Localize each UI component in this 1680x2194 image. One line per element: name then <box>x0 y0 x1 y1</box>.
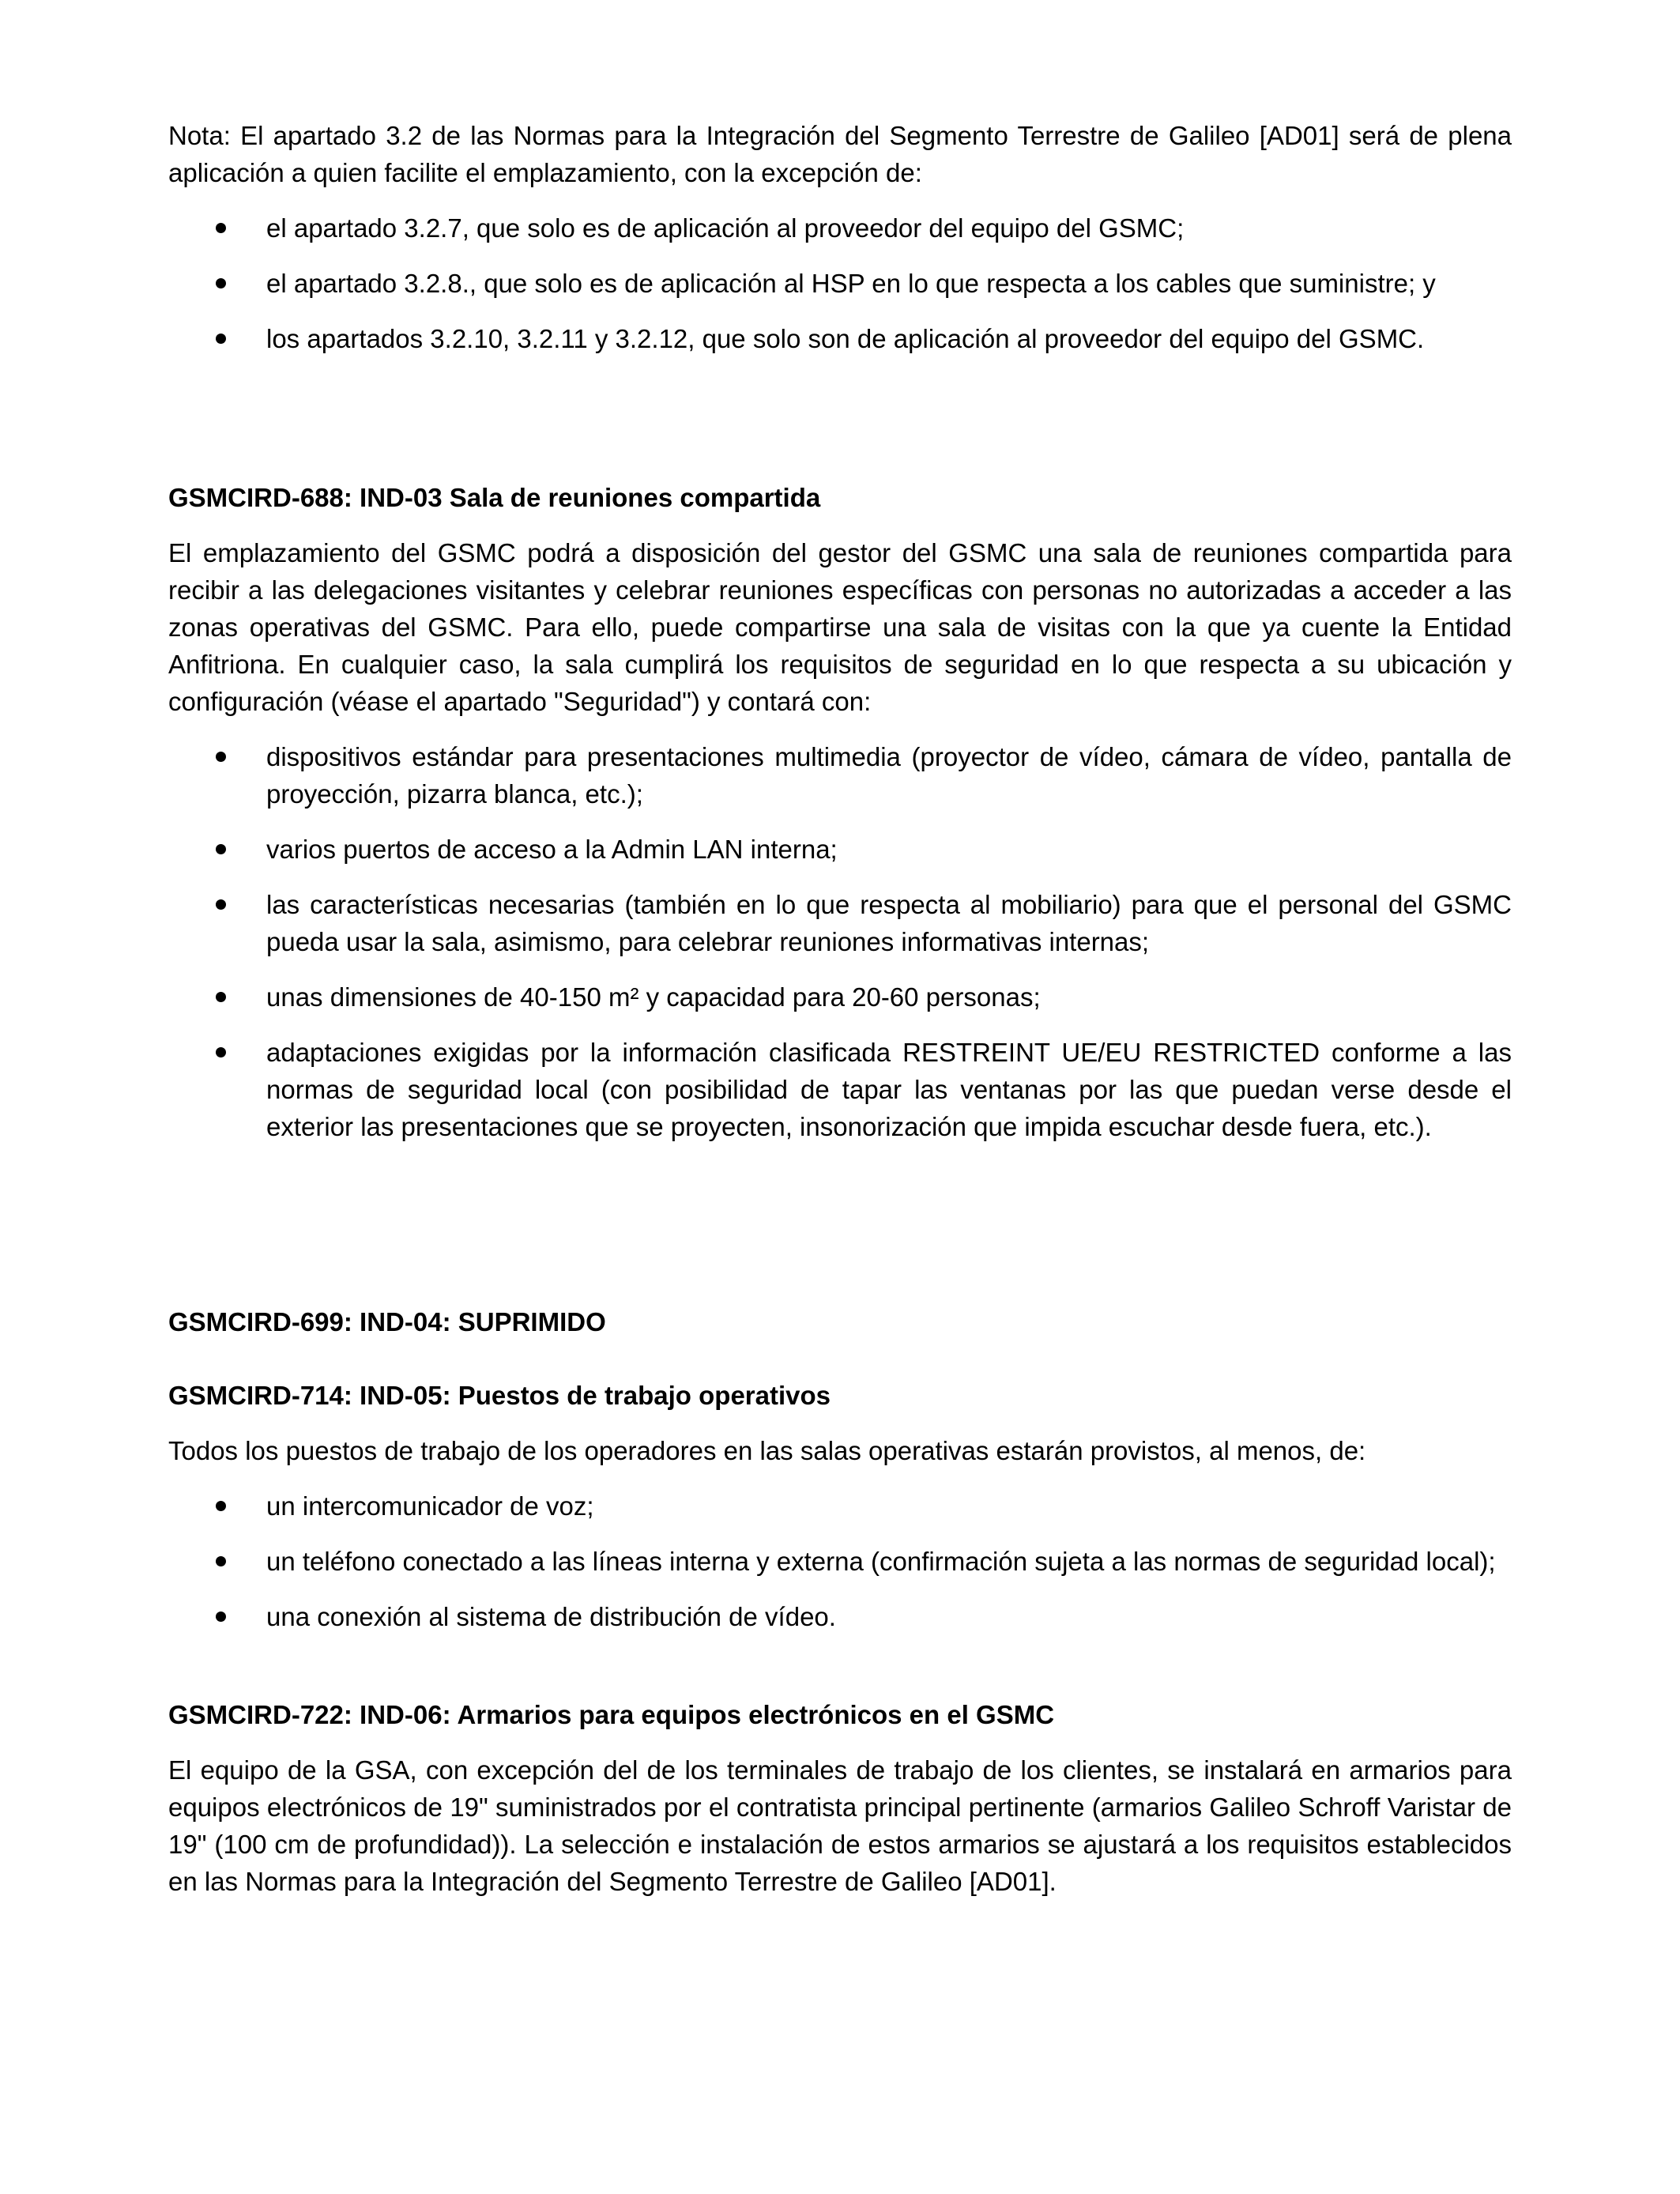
bullet-icon <box>216 334 226 344</box>
list-item: dispositivos estándar para presentaciones multimedia (proyector de vídeo, cámara de vídeo, pantalla de proyección, pizarra blanca, etc.); <box>168 738 1512 812</box>
bullet-icon <box>216 899 226 910</box>
bullet-icon <box>216 278 226 288</box>
list-item: una conexión al sistema de distribución de vídeo. <box>168 1598 1512 1635</box>
bullet-icon <box>216 1501 226 1511</box>
bullet-icon <box>216 1047 226 1057</box>
bullet-icon <box>216 1556 226 1566</box>
document-page <box>168 117 1512 1900</box>
list-item: el apartado 3.2.7, que solo es de aplicación al proveedor del equipo del GSMC; <box>168 209 1512 247</box>
ind05-paragraph: Todos los puestos de trabajo de los operadores en las salas operativas estarán provistos, al menos, de: <box>168 1436 1366 1465</box>
bullet-icon <box>216 844 226 854</box>
bullet-icon <box>216 223 226 233</box>
list-item: un teléfono conectado a las líneas interna y externa (confirmación sujeta a las normas de seguridad local); <box>168 1543 1512 1580</box>
section-heading-ind05: GSMCIRD-714: IND-05: Puestos de trabajo operativos <box>168 1381 831 1410</box>
ind06-paragraph: El equipo de la GSA, con excepción del de los terminales de trabajo de los clientes, se instalará en armarios para equipos electrónicos de 19" suministrados por el contratista principal pertinente (armarios Galileo Schroff Varistar de 19" (100 cm de profundidad)). La selección e instalación de estos armarios se ajustará a los requisitos establecidos en las Normas para la Integración del Segmento Terrestre de Galileo [AD01]. <box>168 1755 1512 1896</box>
ind03-paragraph: El emplazamiento del GSMC podrá a disposición del gestor del GSMC una sala de reuniones compartida para recibir a las delegaciones visitantes y celebrar reuniones específicas con personas no autorizadas a acceder a las zonas operativas del GSMC. Para ello, puede compartirse una sala de visitas con la que ya cuente la Entidad Anfitriona. En cualquier caso, la sala cumplirá los requisitos de seguridad en lo que respecta a su ubicación y configuración (véase el apartado "Seguridad") y contará con: <box>168 538 1512 716</box>
list-item: adaptaciones exigidas por la información clasificada RESTREINT UE/EU RESTRICTED conforme a las normas de seguridad local (con posibilidad de tapar las ventanas por las que puedan verse desde el exterior las presentaciones que se proyecten, insonorización que impida escuchar desde fuera, etc.). <box>168 1034 1512 1145</box>
note-exceptions-list <box>168 209 1512 357</box>
ind03-list <box>168 738 1512 1145</box>
section-heading-ind06: GSMCIRD-722: IND-06: Armarios para equipos electrónicos en el GSMC <box>168 1700 1055 1729</box>
list-item: un intercomunicador de voz; <box>168 1487 1512 1525</box>
bullet-icon <box>216 752 226 762</box>
bullet-icon <box>216 1612 226 1622</box>
section-heading-ind03: GSMCIRD-688: IND-03 Sala de reuniones compartida <box>168 483 821 512</box>
list-item: los apartados 3.2.10, 3.2.11 y 3.2.12, que solo son de aplicación al proveedor del equipo del GSMC. <box>168 320 1512 357</box>
list-item: las características necesarias (también en lo que respecta al mobiliario) para que el personal del GSMC pueda usar la sala, asimismo, para celebrar reuniones informativas internas; <box>168 886 1512 960</box>
list-item: el apartado 3.2.8., que solo es de aplicación al HSP en lo que respecta a los cables que suministre; y <box>168 265 1512 302</box>
ind05-list <box>168 1487 1512 1635</box>
section-heading-ind04: GSMCIRD-699: IND-04: SUPRIMIDO <box>168 1307 606 1336</box>
bullet-icon <box>216 992 226 1002</box>
list-item: unas dimensiones de 40-150 m² y capacidad para 20-60 personas; <box>168 978 1512 1016</box>
note-paragraph: Nota: El apartado 3.2 de las Normas para la Integración del Segmento Terrestre de Galileo [AD01] será de plena aplicación a quien facilite el emplazamiento, con la excepción de: <box>168 121 1512 187</box>
list-item: varios puertos de acceso a la Admin LAN interna; <box>168 831 1512 868</box>
